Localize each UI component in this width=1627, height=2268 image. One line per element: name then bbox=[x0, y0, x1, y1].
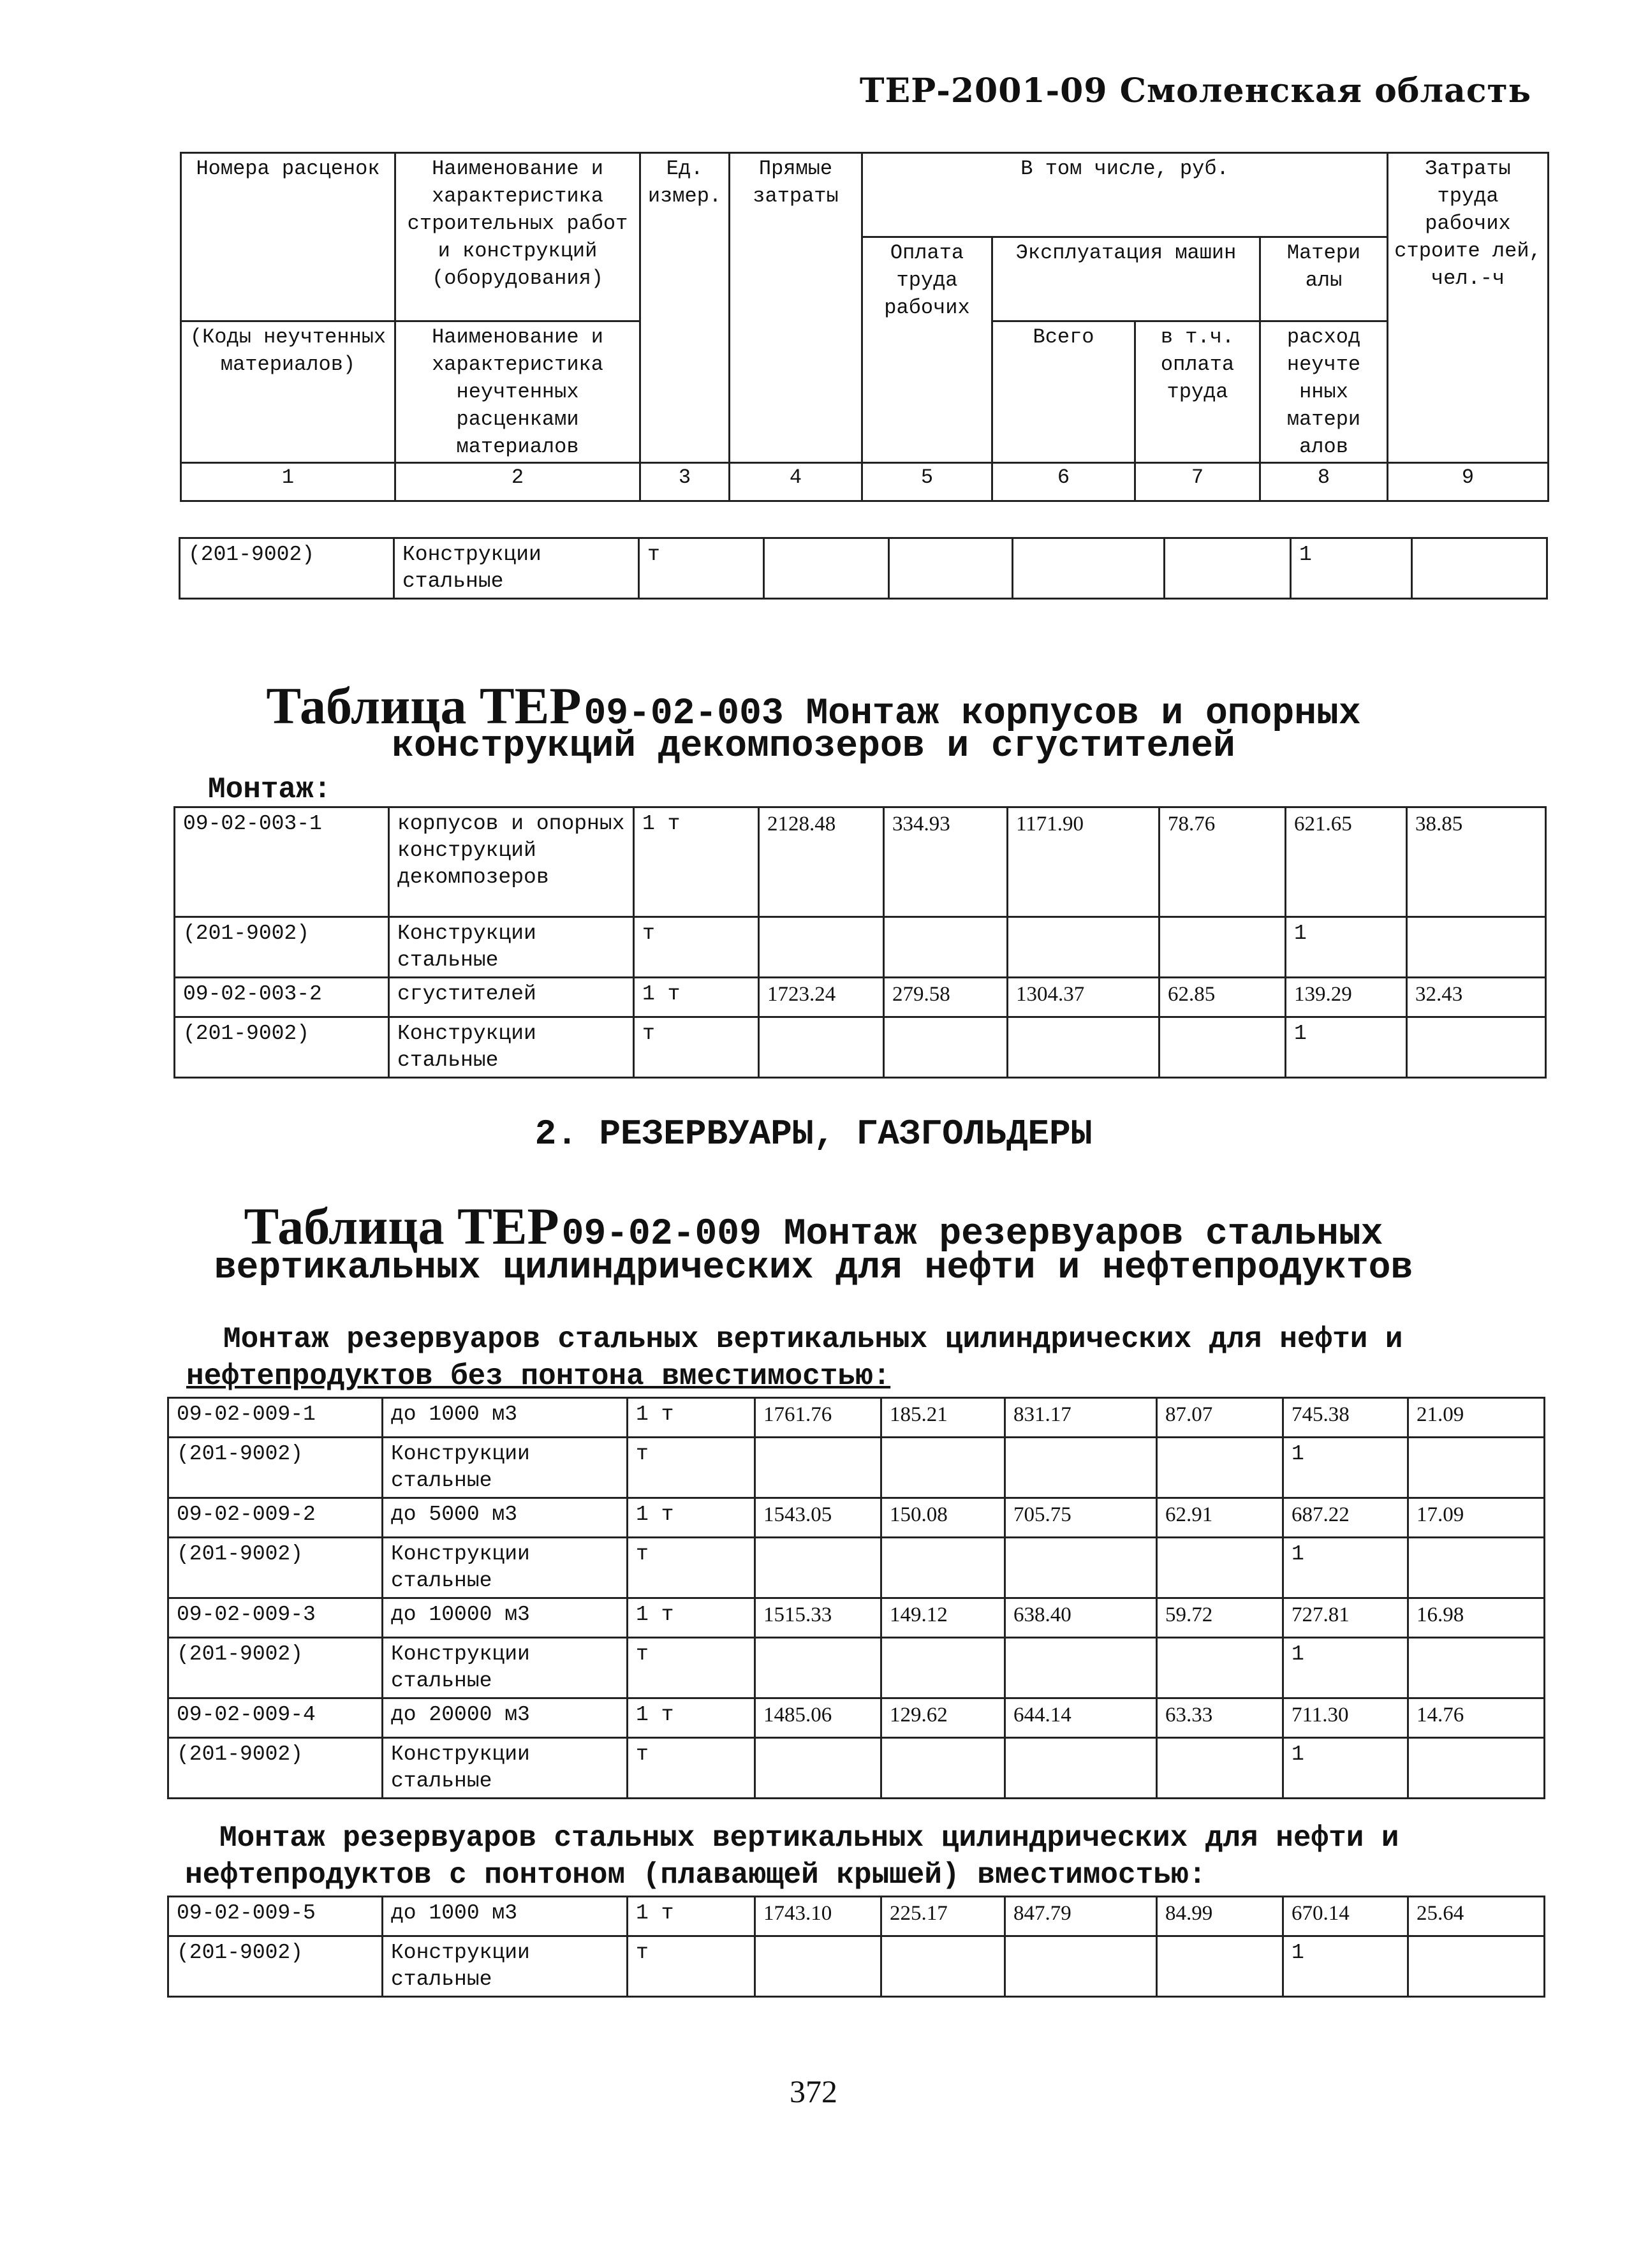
section-heading: 2. РЕЗЕРВУАРЫ, ГАЗГОЛЬДЕРЫ bbox=[534, 1114, 1093, 1154]
col-codes-header: Номера расценок bbox=[181, 153, 395, 321]
value-cell bbox=[1157, 1936, 1283, 1997]
unit-cell: 1 т bbox=[634, 807, 759, 917]
name-cell: Конструкции стальные bbox=[394, 538, 639, 599]
value-cell: 687.22 bbox=[1283, 1498, 1408, 1538]
name-cell: Конструкции стальные bbox=[383, 1738, 628, 1799]
value-cell bbox=[1408, 1638, 1545, 1698]
value-cell: 38.85 bbox=[1407, 807, 1546, 917]
value-cell: 1485.06 bbox=[755, 1698, 881, 1738]
unit-cell: 1 т bbox=[628, 1698, 755, 1738]
value-cell: 62.85 bbox=[1160, 978, 1286, 1017]
name-cell: Конструкции стальные bbox=[389, 1017, 634, 1078]
name-cell: до 5000 м3 bbox=[383, 1498, 628, 1538]
value-cell: 14.76 bbox=[1408, 1698, 1545, 1738]
unit-cell: т bbox=[628, 1936, 755, 1997]
table2 bbox=[167, 1397, 1545, 1799]
code-cell: (201-9002) bbox=[180, 538, 394, 599]
value-cell: 670.14 bbox=[1283, 1897, 1408, 1936]
table-row bbox=[168, 1598, 1545, 1638]
table2-label2-line2: нефтепродуктов с понтоном (плавающей крышей) вместимостью: bbox=[185, 1859, 1207, 1892]
value-cell bbox=[1160, 917, 1286, 978]
table-row bbox=[168, 1897, 1545, 1936]
col-in-total-header: В том числе, руб. bbox=[862, 153, 1388, 237]
value-cell: 1 bbox=[1283, 1638, 1408, 1698]
column-header-table bbox=[180, 152, 1549, 502]
table2-title-rest: 09-02-009 Монтаж резервуаров стальных bbox=[561, 1214, 1383, 1255]
table1-title-line2: конструкций декомпозеров и сгустителей bbox=[392, 726, 1235, 767]
value-cell: 1 bbox=[1283, 1738, 1408, 1799]
col-index: 5 bbox=[862, 463, 992, 501]
name-cell: Конструкции стальные bbox=[383, 1438, 628, 1498]
value-cell: 644.14 bbox=[1005, 1698, 1157, 1738]
value-cell: 1543.05 bbox=[755, 1498, 881, 1538]
value-cell bbox=[884, 1017, 1008, 1078]
col-name-header: Наименование и характеристика строительных работ и конструкций (оборудования) bbox=[395, 153, 640, 321]
value-cell bbox=[1408, 1738, 1545, 1799]
value-cell bbox=[1407, 1017, 1546, 1078]
value-cell: 25.64 bbox=[1408, 1897, 1545, 1936]
col-unaccounted-materials-header: расход неучте нных матери алов bbox=[1260, 321, 1388, 463]
table1-title-lead: Таблица ТЕР bbox=[266, 677, 582, 735]
code-cell: (201-9002) bbox=[175, 1017, 389, 1078]
table-row bbox=[175, 978, 1546, 1017]
unit-cell: 1 т bbox=[628, 1398, 755, 1438]
value-cell: 279.58 bbox=[884, 978, 1008, 1017]
value-cell bbox=[1157, 1638, 1283, 1698]
code-cell: (201-9002) bbox=[168, 1638, 383, 1698]
code-cell: (201-9002) bbox=[168, 1538, 383, 1598]
value-cell bbox=[1408, 1538, 1545, 1598]
value-cell bbox=[884, 917, 1008, 978]
value-cell: 1 bbox=[1283, 1538, 1408, 1598]
value-cell bbox=[759, 917, 884, 978]
value-cell bbox=[764, 538, 889, 599]
table2-title-line2: вертикальных цилиндрических для нефти и нефтепродуктов bbox=[214, 1248, 1413, 1289]
value-cell bbox=[1013, 538, 1165, 599]
value-cell bbox=[755, 1738, 881, 1799]
value-cell bbox=[881, 1738, 1005, 1799]
value-cell: 1304.37 bbox=[1008, 978, 1160, 1017]
value-cell: 1 bbox=[1286, 917, 1407, 978]
value-cell bbox=[1005, 1936, 1157, 1997]
table2-label2-line1: Монтаж резервуаров стальных вертикальных цилиндрических для нефти и bbox=[219, 1822, 1399, 1855]
col-index: 2 bbox=[395, 463, 640, 501]
value-cell: 16.98 bbox=[1408, 1598, 1545, 1638]
col-index: 9 bbox=[1388, 463, 1549, 501]
value-cell: 745.38 bbox=[1283, 1398, 1408, 1438]
table2-title-lead: Таблица ТЕР bbox=[244, 1197, 559, 1255]
value-cell: 84.99 bbox=[1157, 1897, 1283, 1936]
value-cell bbox=[881, 1638, 1005, 1698]
table-row bbox=[168, 1936, 1545, 1997]
name-cell: Конструкции стальные bbox=[383, 1538, 628, 1598]
unit-cell: т bbox=[634, 1017, 759, 1078]
code-cell: 09-02-009-2 bbox=[168, 1498, 383, 1538]
value-cell: 149.12 bbox=[881, 1598, 1005, 1638]
value-cell: 1515.33 bbox=[755, 1598, 881, 1638]
code-cell: 09-02-003-1 bbox=[175, 807, 389, 917]
code-cell: 09-02-009-1 bbox=[168, 1398, 383, 1438]
col-index: 4 bbox=[730, 463, 862, 501]
value-cell: 32.43 bbox=[1407, 978, 1546, 1017]
table-row bbox=[175, 917, 1546, 978]
col-index: 3 bbox=[640, 463, 730, 501]
value-cell: 59.72 bbox=[1157, 1598, 1283, 1638]
value-cell bbox=[1160, 1017, 1286, 1078]
col-name-sub-header: Наименование и характеристика неучтенных расценками материалов bbox=[395, 321, 640, 463]
value-cell: 1 bbox=[1286, 1017, 1407, 1078]
value-cell bbox=[1005, 1638, 1157, 1698]
value-cell: 17.09 bbox=[1408, 1498, 1545, 1538]
table-row bbox=[168, 1438, 1545, 1498]
value-cell bbox=[1408, 1936, 1545, 1997]
value-cell: 638.40 bbox=[1005, 1598, 1157, 1638]
col-materials-header: Матери алы bbox=[1260, 237, 1388, 321]
value-cell: 139.29 bbox=[1286, 978, 1407, 1017]
value-cell bbox=[1005, 1738, 1157, 1799]
table-row bbox=[180, 538, 1547, 599]
unit-cell: т bbox=[628, 1538, 755, 1598]
table-row bbox=[168, 1698, 1545, 1738]
value-cell bbox=[881, 1538, 1005, 1598]
table2-label-line2: нефтепродуктов без понтона вместимостью: bbox=[186, 1360, 891, 1393]
value-cell bbox=[1005, 1538, 1157, 1598]
continuation-table bbox=[179, 537, 1548, 600]
col-index: 7 bbox=[1135, 463, 1260, 501]
value-cell bbox=[1407, 917, 1546, 978]
code-cell: (201-9002) bbox=[168, 1936, 383, 1997]
table1-label: Монтаж: bbox=[208, 773, 332, 806]
value-cell bbox=[755, 1438, 881, 1498]
value-cell: 1 bbox=[1283, 1936, 1408, 1997]
value-cell: 727.81 bbox=[1283, 1598, 1408, 1638]
name-cell: корпусов и опорных конструкций декомпозеров bbox=[389, 807, 634, 917]
value-cell bbox=[759, 1017, 884, 1078]
code-cell: 09-02-003-2 bbox=[175, 978, 389, 1017]
value-cell: 225.17 bbox=[881, 1897, 1005, 1936]
value-cell bbox=[1157, 1438, 1283, 1498]
value-cell: 711.30 bbox=[1283, 1698, 1408, 1738]
value-cell: 1761.76 bbox=[755, 1398, 881, 1438]
col-index: 8 bbox=[1260, 463, 1388, 501]
page-header: ТЕР-2001-09 Смоленская область bbox=[859, 71, 1531, 110]
value-cell bbox=[1412, 538, 1547, 599]
col-codes-sub-header: (Коды неучтенных материалов) bbox=[181, 321, 395, 463]
col-index: 6 bbox=[992, 463, 1135, 501]
value-cell bbox=[1408, 1438, 1545, 1498]
col-direct-costs-header: Прямые затраты bbox=[730, 153, 862, 463]
unit-cell: 1 т bbox=[628, 1598, 755, 1638]
value-cell: 1 bbox=[1291, 538, 1412, 599]
col-unit-header: Ед. измер. bbox=[640, 153, 730, 463]
unit-cell: 1 т bbox=[628, 1897, 755, 1936]
value-cell bbox=[1008, 1017, 1160, 1078]
value-cell bbox=[755, 1936, 881, 1997]
code-cell: (201-9002) bbox=[168, 1438, 383, 1498]
col-labor-hours-header: Затраты труда рабочих строите лей, чел.-ч bbox=[1388, 153, 1549, 463]
unit-cell: т bbox=[628, 1638, 755, 1698]
value-cell: 129.62 bbox=[881, 1698, 1005, 1738]
table2-label-line1: Монтаж резервуаров стальных вертикальных цилиндрических для нефти и bbox=[223, 1323, 1403, 1356]
table-row bbox=[168, 1398, 1545, 1438]
value-cell bbox=[889, 538, 1013, 599]
value-cell bbox=[755, 1538, 881, 1598]
value-cell bbox=[1008, 917, 1160, 978]
unit-cell: т bbox=[634, 917, 759, 978]
value-cell: 185.21 bbox=[881, 1398, 1005, 1438]
table1-title-rest: 09-02-003 Монтаж корпусов и опорных bbox=[584, 693, 1361, 735]
value-cell bbox=[1157, 1738, 1283, 1799]
name-cell: Конструкции стальные bbox=[383, 1638, 628, 1698]
code-cell: 09-02-009-5 bbox=[168, 1897, 383, 1936]
value-cell: 2128.48 bbox=[759, 807, 884, 917]
value-cell: 1723.24 bbox=[759, 978, 884, 1017]
table-row bbox=[168, 1638, 1545, 1698]
code-cell: (201-9002) bbox=[168, 1738, 383, 1799]
value-cell: 1171.90 bbox=[1008, 807, 1160, 917]
col-machines-header: Эксплуатация машин bbox=[992, 237, 1260, 321]
col-index: 1 bbox=[181, 463, 395, 501]
table-row bbox=[168, 1538, 1545, 1598]
name-cell: до 10000 м3 bbox=[383, 1598, 628, 1638]
value-cell: 1743.10 bbox=[755, 1897, 881, 1936]
name-cell: до 1000 м3 bbox=[383, 1398, 628, 1438]
value-cell bbox=[1157, 1538, 1283, 1598]
name-cell: до 1000 м3 bbox=[383, 1897, 628, 1936]
value-cell: 334.93 bbox=[884, 807, 1008, 917]
value-cell: 621.65 bbox=[1286, 807, 1407, 917]
name-cell: сгустителей bbox=[389, 978, 634, 1017]
value-cell: 78.76 bbox=[1160, 807, 1286, 917]
table-row bbox=[168, 1738, 1545, 1799]
value-cell: 63.33 bbox=[1157, 1698, 1283, 1738]
table1 bbox=[173, 806, 1547, 1079]
col-wages-header: Оплата труда рабочих bbox=[862, 237, 992, 463]
value-cell: 87.07 bbox=[1157, 1398, 1283, 1438]
page-number: 372 bbox=[790, 2073, 837, 2109]
value-cell: 705.75 bbox=[1005, 1498, 1157, 1538]
name-cell: до 20000 м3 bbox=[383, 1698, 628, 1738]
col-machines-total-header: Всего bbox=[992, 321, 1135, 463]
table-row bbox=[168, 1498, 1545, 1538]
unit-cell: 1 т bbox=[634, 978, 759, 1017]
value-cell: 831.17 bbox=[1005, 1398, 1157, 1438]
value-cell bbox=[755, 1638, 881, 1698]
value-cell: 847.79 bbox=[1005, 1897, 1157, 1936]
value-cell: 150.08 bbox=[881, 1498, 1005, 1538]
value-cell: 1 bbox=[1283, 1438, 1408, 1498]
code-cell: 09-02-009-4 bbox=[168, 1698, 383, 1738]
value-cell: 21.09 bbox=[1408, 1398, 1545, 1438]
table-row bbox=[175, 1017, 1546, 1078]
name-cell: Конструкции стальные bbox=[383, 1936, 628, 1997]
name-cell: Конструкции стальные bbox=[389, 917, 634, 978]
code-cell: 09-02-009-3 bbox=[168, 1598, 383, 1638]
value-cell bbox=[881, 1438, 1005, 1498]
unit-cell: т bbox=[628, 1438, 755, 1498]
value-cell bbox=[881, 1936, 1005, 1997]
value-cell bbox=[1165, 538, 1291, 599]
unit-cell: т bbox=[639, 538, 764, 599]
table2-pontoon bbox=[167, 1896, 1545, 1998]
code-cell: (201-9002) bbox=[175, 917, 389, 978]
unit-cell: т bbox=[628, 1738, 755, 1799]
value-cell: 62.91 bbox=[1157, 1498, 1283, 1538]
col-machines-wages-header: в т.ч. оплата труда bbox=[1135, 321, 1260, 463]
table-row bbox=[175, 807, 1546, 917]
unit-cell: 1 т bbox=[628, 1498, 755, 1538]
value-cell bbox=[1005, 1438, 1157, 1498]
